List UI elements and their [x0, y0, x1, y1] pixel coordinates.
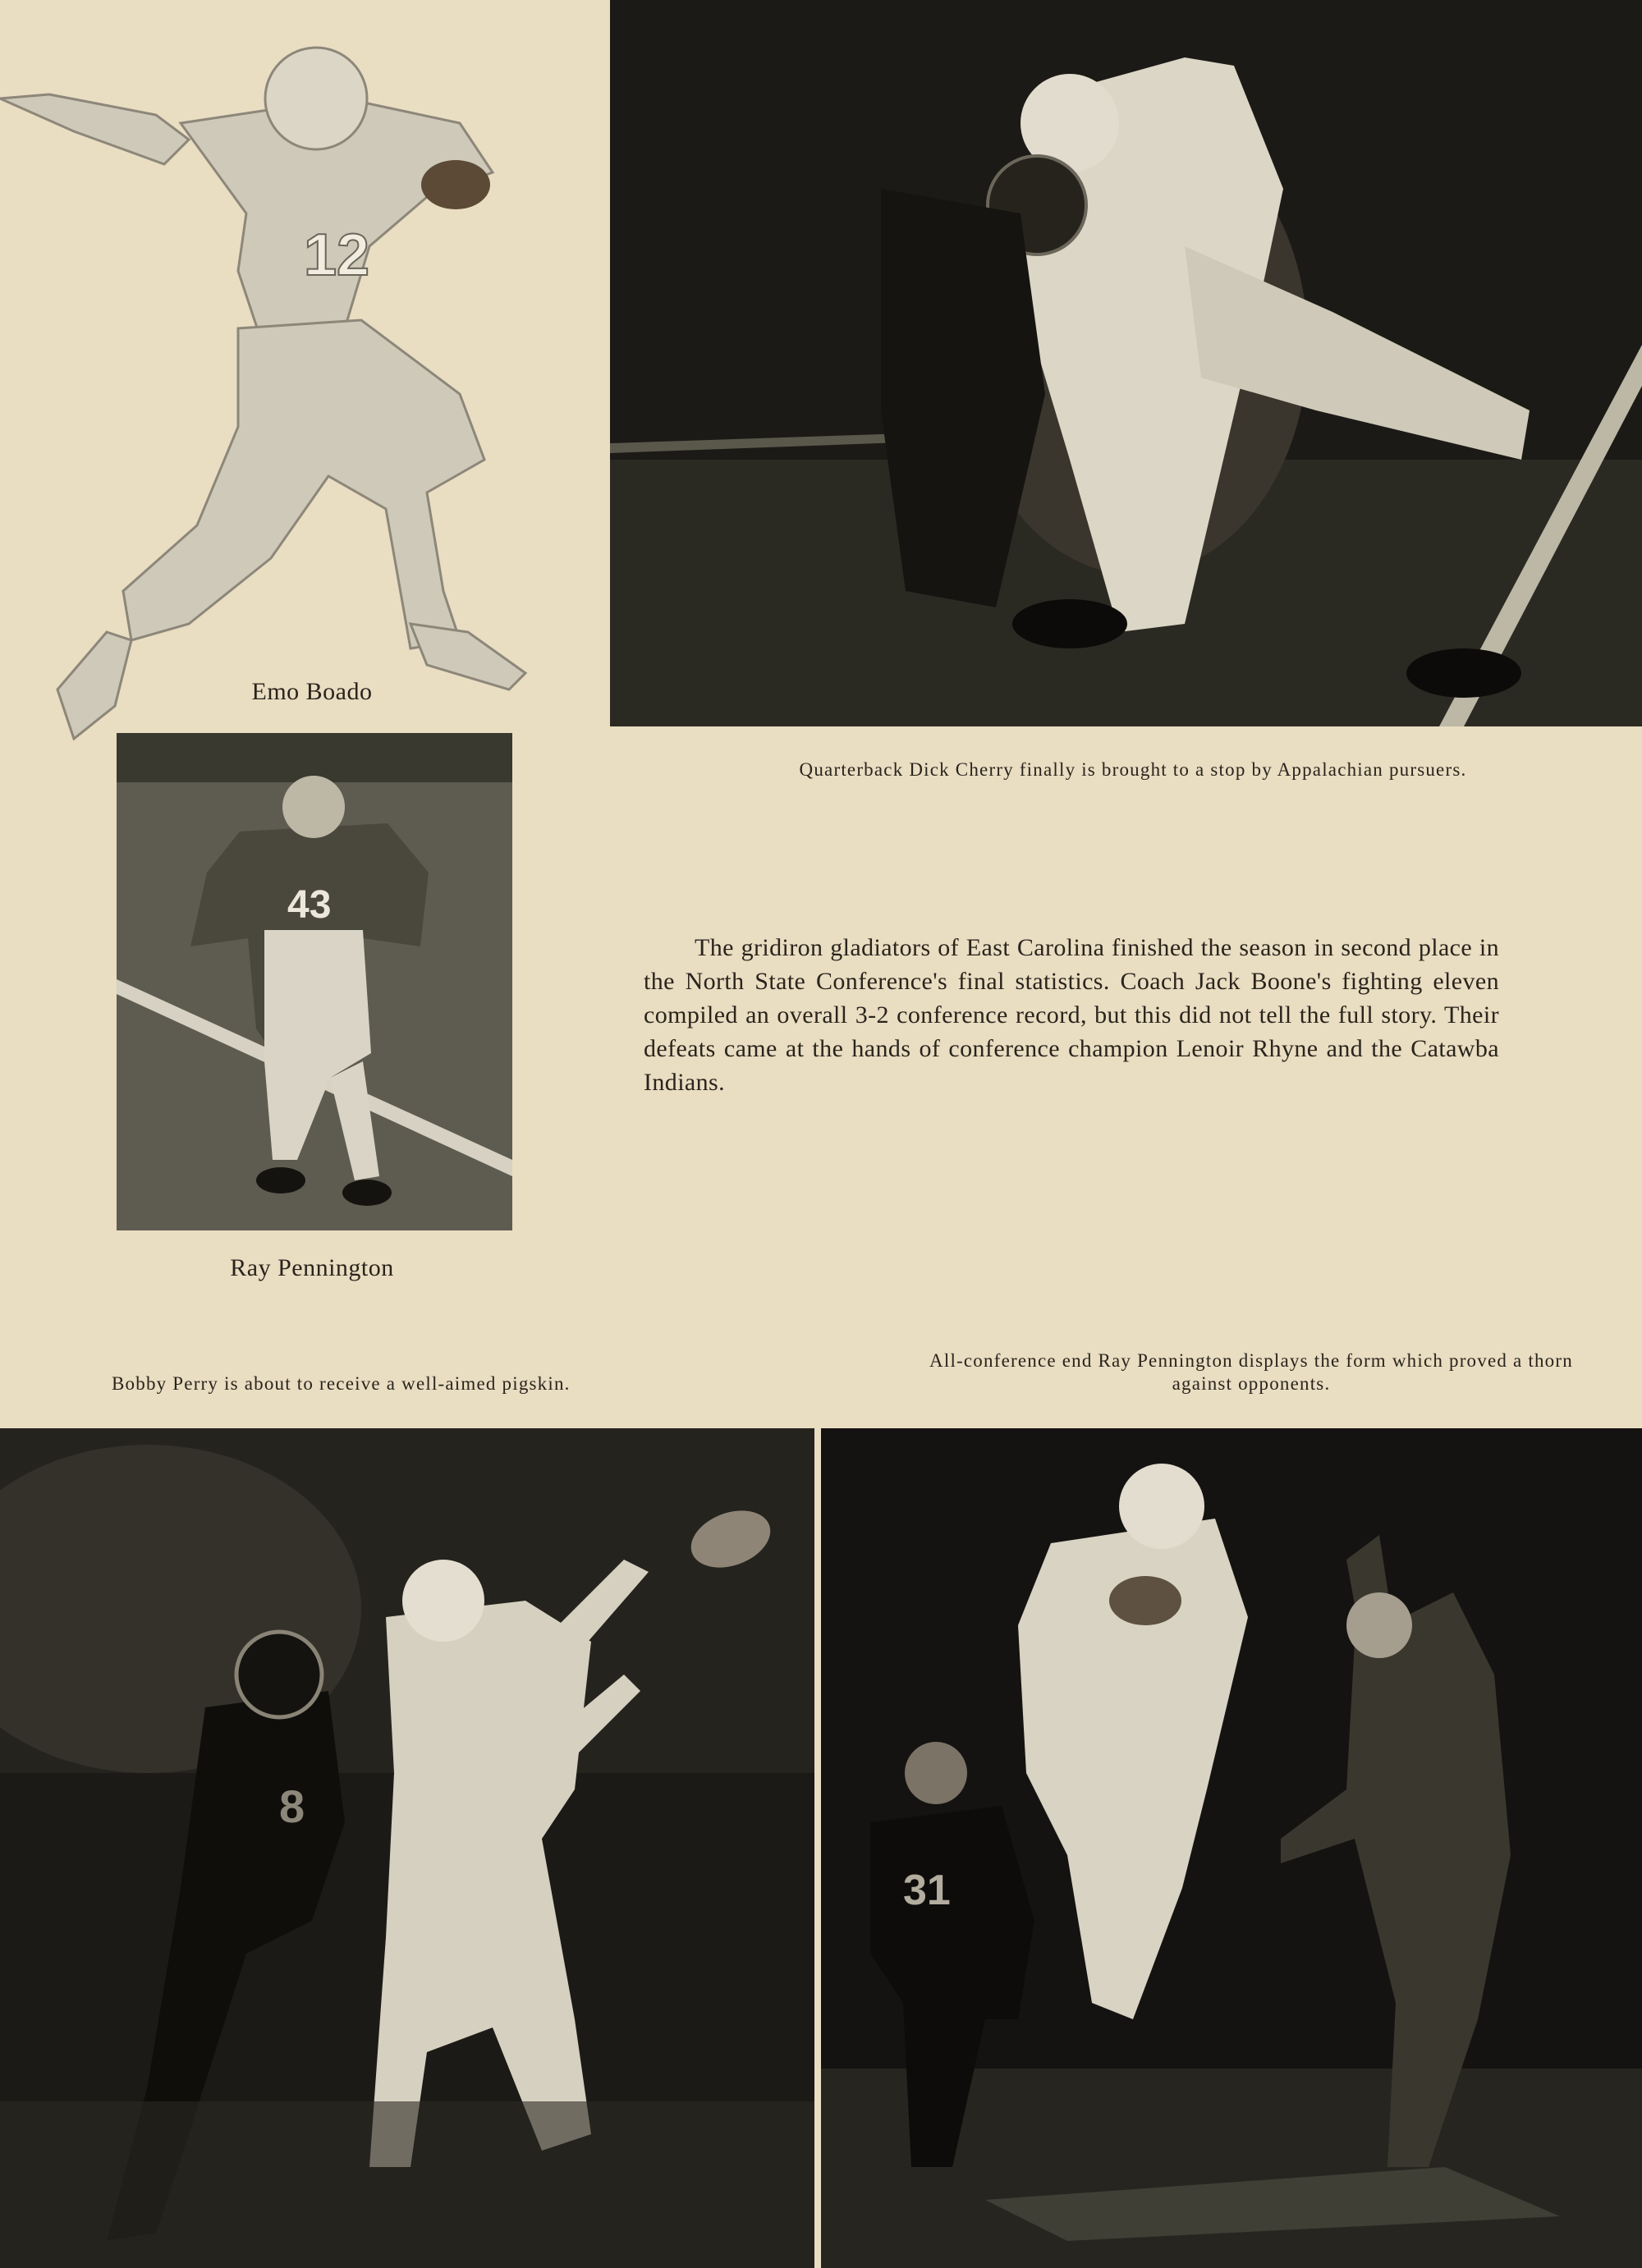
- article-paragraph: The gridiron gladiators of East Carolina finished the season in second place in the North State Conference's final statistics. Coach Jack Boone's fighting eleven compiled an overall 3-2 conference record, but this did not tell the full story. Their defeats came at the hands of conference champion Lenoir Rhyne and the Catawba Indians.: [644, 934, 1499, 1096]
- pennington-scene: [117, 733, 512, 1230]
- jersey-number-12: 12: [304, 222, 370, 288]
- photo-emo-boado: [0, 0, 575, 755]
- caption-bobby-perry: Bobby Perry is about to receive a well-aimed pigskin.: [112, 1373, 571, 1394]
- caption-all-conference-end: All-conference end Ray Pennington displays the form which proved a thorn against opponents.: [929, 1350, 1573, 1394]
- photo-divider: [814, 1428, 821, 2268]
- tackle-scene: [610, 0, 1642, 726]
- emo-boado-figure: [0, 0, 575, 755]
- catch-scene-left: [0, 1428, 814, 2268]
- jersey-number-31: 31: [903, 1867, 951, 1914]
- photo-bobby-perry-catch: [0, 1428, 814, 2268]
- catch-scene-right: [821, 1428, 1642, 2268]
- photo-ray-pennington: [117, 733, 512, 1230]
- caption-ray-pennington: Ray Pennington: [230, 1254, 394, 1281]
- photo-dick-cherry-tackle: [610, 0, 1642, 726]
- jersey-number-43: 43: [287, 883, 332, 927]
- caption-dick-cherry: Quarterback Dick Cherry finally is brought to a stop by Appalachian pursuers.: [799, 759, 1467, 780]
- photo-pennington-catch: [821, 1428, 1642, 2268]
- caption-emo-boado: Emo Boado: [251, 678, 373, 705]
- jersey-number-left: 8: [279, 1780, 305, 1832]
